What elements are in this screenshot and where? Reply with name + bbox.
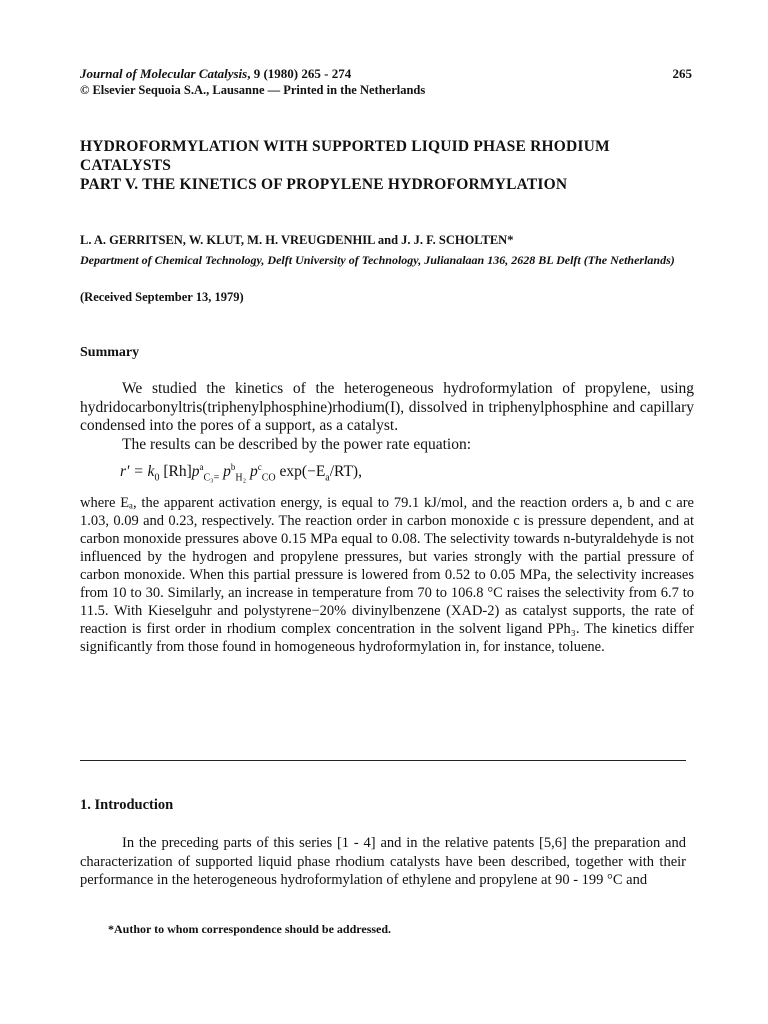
summary-heading: Summary — [80, 345, 140, 360]
eq-p2: p — [219, 463, 231, 481]
eq-exp: exp(−E — [275, 463, 326, 481]
footnote: *Author to whom correspondence should be addressed. — [108, 922, 392, 936]
eq-p1: p — [191, 463, 200, 481]
introduction-heading: 1. Introduction — [80, 797, 174, 813]
abstract-paragraph-2: The results can be described by the power rate equation: — [122, 435, 472, 453]
journal-volume-pages: , 9 (1980) 265 - 274 — [247, 66, 352, 81]
paper-title — [80, 137, 692, 194]
journal-citation — [80, 66, 692, 82]
introduction-paragraph-1: In the preceding parts of this series [1 - 4] and in the relative patents [5,6] the preparation and characterization of supported liquid phase rhodium catalysts have been described, together with their performance in the heterogeneous hydroformylation of ethylene and propylene at 90 - 199 °C and — [80, 835, 686, 888]
copyright-line: © Elsevier Sequoia S.A., Lausanne — Printed in the Netherlands — [80, 83, 426, 97]
eq-p1-sub: C₃= — [203, 472, 220, 484]
page-header — [80, 66, 692, 98]
eq-p3-sup: c — [257, 462, 262, 472]
abstract-paragraph-3: where Eₐ, the apparent activation energy, is equal to 79.1 kJ/mol, and the reaction orders a, b and c are 1.03, 0.09 and 0.23, respectively. The reaction order in carbon monoxide c is pressure dependent, and at carbon monoxide pressures above 0.15 MPa equal to 0.08. The selectivity towards n-butyraldehyde is not influenced by the hydrogen and propylene pressures, but varies strongly with the partial pressure of carbon monoxide. When this partial pressure is lowered from 0.52 to 0.05 MPa, the selectivity increases from 10 to 30. Similarly, an increase in temperature from 70 to 106.8 °C raises the selectivity from 6.7 to 11.5. With Kieselguhr and polystyrene−20% divinylbenzene (XAD-2) as catalyst supports, the rate of reaction is first order in rhodium complex concentration in the solvent ligand PPh₃. The kinetics differ significantly from those found in homogeneous hydroformylation in, for instance, toluene. — [80, 494, 694, 655]
eq-p3-sub: CO — [261, 472, 276, 484]
introduction-body — [80, 834, 686, 890]
title-line-1: HYDROFORMYLATION WITH SUPPORTED LIQUID PHASE RHODIUM — [80, 138, 610, 155]
eq-exp-end: /RT), — [329, 463, 362, 481]
abstract — [80, 380, 694, 656]
eq-p2-sub: H₂ — [235, 472, 247, 484]
title-line-3: PART V. THE KINETICS OF PROPYLENE HYDROFORMYLATION — [80, 176, 568, 193]
title-line-2: CATALYSTS — [80, 157, 172, 174]
eq-k-sub: 0 — [154, 472, 160, 484]
affiliation: Department of Chemical Technology, Delft University of Technology, Julianalaan 136, 2628 BL Delft (The Netherlands) — [80, 253, 675, 267]
rate-equation — [120, 458, 694, 488]
journal-name: Journal of Molecular Catalysis — [80, 66, 248, 81]
author-list: L. A. GERRITSEN, W. KLUT, M. H. VREUGDENHIL and J. J. F. SCHOLTEN* — [80, 233, 514, 247]
eq-p2-sup: b — [230, 462, 236, 472]
eq-exp-sub: a — [325, 472, 330, 484]
eq-p3: p — [246, 463, 258, 481]
page-number: 265 — [672, 66, 692, 81]
eq-rh: [Rh] — [159, 463, 192, 481]
eq-lhs: r' = k — [120, 463, 155, 481]
eq-p1-sup: a — [199, 462, 204, 472]
abstract-paragraph-1: We studied the kinetics of the heterogeneous hydroformylation of propylene, using hydridocarbonyltris(triphenylphosphine)rhodium(I), dissolved in triphenylphosphine and capillary condensed into the pores of a support, as a catalyst. — [80, 380, 694, 434]
section-divider — [80, 760, 686, 761]
received-date: (Received September 13, 1979) — [80, 290, 244, 304]
